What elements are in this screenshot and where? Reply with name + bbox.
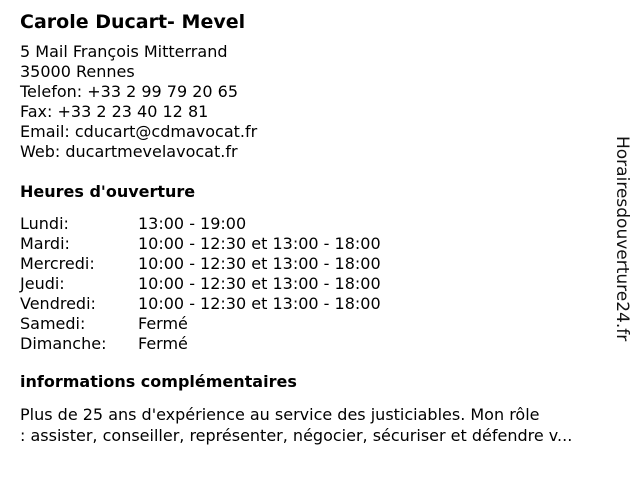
hours-day: Mardi: — [20, 234, 70, 253]
hours-row — [20, 334, 610, 354]
phone-line: Telefon: +33 2 99 79 20 65 — [20, 82, 239, 101]
info-text-line: : assister, conseiller, représenter, négocier, sécuriser et défendre v... — [20, 426, 573, 445]
hours-time: Fermé — [138, 334, 188, 353]
info-title: informations complémentaires — [20, 372, 297, 391]
hours-row — [20, 314, 610, 334]
hours-day: Lundi: — [20, 214, 69, 233]
hours-row — [20, 294, 610, 314]
hours-day: Vendredi: — [20, 294, 96, 313]
contact-block — [20, 42, 610, 162]
address-city: 35000 Rennes — [20, 62, 135, 81]
info-text — [20, 404, 620, 446]
address-street: 5 Mail François Mitterrand — [20, 42, 228, 61]
email-line: Email: cducart@cdmavocat.fr — [20, 122, 258, 141]
business-card — [20, 10, 610, 446]
info-text-line: Plus de 25 ans d'expérience au service des justiciables. Mon rôle — [20, 405, 540, 424]
hours-time: 10:00 - 12:30 et 13:00 - 18:00 — [138, 234, 381, 253]
hours-row — [20, 214, 610, 234]
hours-day: Dimanche: — [20, 334, 107, 353]
hours-time: 10:00 - 12:30 et 13:00 - 18:00 — [138, 254, 381, 273]
hours-day: Samedi: — [20, 314, 86, 333]
hours-title: Heures d'ouverture — [20, 182, 196, 201]
web-line: Web: ducartmevelavocat.fr — [20, 142, 238, 161]
site-watermark: Horairesdouverture24.fr — [612, 136, 632, 342]
hours-time: 13:00 - 19:00 — [138, 214, 247, 233]
fax-line: Fax: +33 2 23 40 12 81 — [20, 102, 209, 121]
hours-time: 10:00 - 12:30 et 13:00 - 18:00 — [138, 274, 381, 293]
hours-day: Jeudi: — [20, 274, 65, 293]
hours-row — [20, 274, 610, 294]
hours-row — [20, 254, 610, 274]
hours-time: Fermé — [138, 314, 188, 333]
hours-day: Mercredi: — [20, 254, 95, 273]
hours-time: 10:00 - 12:30 et 13:00 - 18:00 — [138, 294, 381, 313]
hours-table — [20, 214, 610, 354]
hours-row — [20, 234, 610, 254]
business-name: Carole Ducart- Mevel — [20, 11, 246, 33]
